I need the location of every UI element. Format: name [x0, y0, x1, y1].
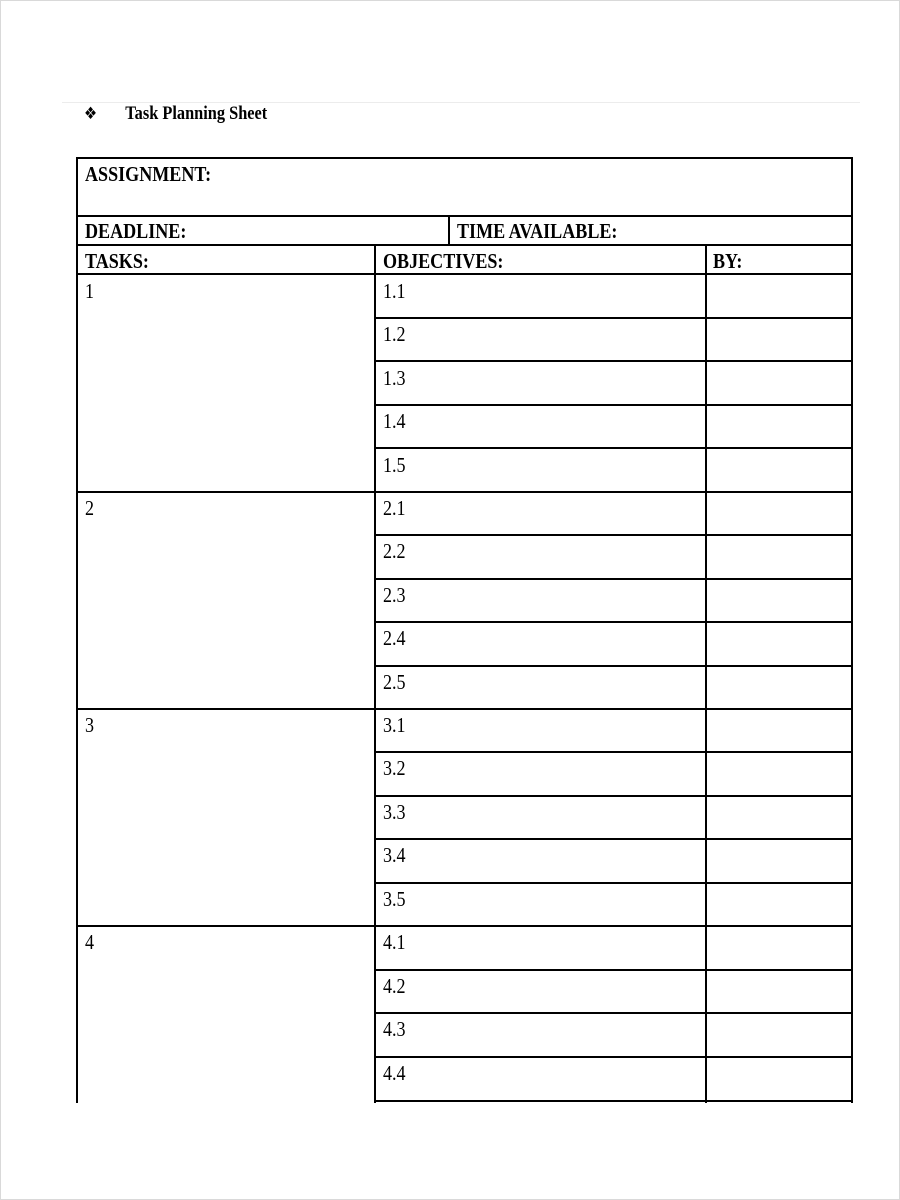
- objective-label: 2.4: [383, 626, 406, 650]
- objective-label: 3.3: [383, 800, 406, 824]
- table-top-border: [76, 157, 853, 159]
- deadline-bottom-rule: [76, 244, 853, 246]
- row-rule: [374, 1012, 853, 1014]
- objective-label: 3.1: [383, 713, 406, 737]
- row-rule: [374, 795, 853, 797]
- row-rule: [374, 1056, 853, 1058]
- objective-label: 1.2: [383, 322, 406, 346]
- objective-label: 4.3: [383, 1017, 406, 1041]
- objective-label: 2.1: [383, 496, 406, 520]
- objective-label: 1.3: [383, 366, 406, 390]
- row-rule: [374, 447, 853, 449]
- table-right-border: [851, 157, 853, 1103]
- columns-bottom-rule: [76, 273, 853, 275]
- page-heading: [84, 103, 267, 125]
- tasks-objectives-divider: [374, 245, 376, 1103]
- task-planning-table: [76, 157, 853, 1103]
- table-left-border: [76, 157, 78, 1103]
- objective-label: 1.4: [383, 409, 406, 433]
- objectives-by-divider: [705, 245, 707, 1103]
- task-number-4: 4: [85, 930, 95, 954]
- deadline-label: DEADLINE:: [85, 219, 187, 243]
- row-rule: [374, 882, 853, 884]
- row-rule: [374, 665, 853, 667]
- objective-label: 3.4: [383, 843, 406, 867]
- page-title: Task Planning Sheet: [125, 103, 268, 124]
- objective-label: 4.1: [383, 930, 406, 954]
- task-number-2: 2: [85, 496, 95, 520]
- objective-label: 3.5: [383, 887, 406, 911]
- assignment-label: ASSIGNMENT:: [85, 162, 212, 186]
- deadline-divider: [448, 215, 450, 245]
- row-rule: [374, 751, 853, 753]
- task-number-1: 1: [85, 279, 95, 303]
- task-group-rule: [76, 708, 853, 710]
- row-rule: [374, 578, 853, 580]
- row-rule: [374, 360, 853, 362]
- by-column-header: BY:: [713, 249, 743, 273]
- objective-label: 2.3: [383, 583, 406, 607]
- row-rule: [374, 621, 853, 623]
- objectives-column-header: OBJECTIVES:: [383, 249, 504, 273]
- objective-label: 4.4: [383, 1061, 406, 1085]
- row-rule: [374, 317, 853, 319]
- table-bottom-rule: [374, 1100, 853, 1102]
- objective-label: 1.5: [383, 453, 406, 477]
- objective-label: 4.2: [383, 974, 406, 998]
- row-rule: [374, 534, 853, 536]
- time-available-label: TIME AVAILABLE:: [457, 219, 618, 243]
- row-rule: [374, 969, 853, 971]
- objective-label: 2.2: [383, 539, 406, 563]
- task-number-3: 3: [85, 713, 95, 737]
- row-rule: [374, 838, 853, 840]
- row-rule: [374, 404, 853, 406]
- diamond-bullet-icon: ❖: [84, 104, 98, 124]
- task-group-rule: [76, 925, 853, 927]
- tasks-column-header: TASKS:: [85, 249, 149, 273]
- objective-label: 2.5: [383, 670, 406, 694]
- assignment-bottom-rule: [76, 215, 853, 217]
- objective-label: 1.1: [383, 279, 406, 303]
- task-group-rule: [76, 491, 853, 493]
- objective-label: 3.2: [383, 756, 406, 780]
